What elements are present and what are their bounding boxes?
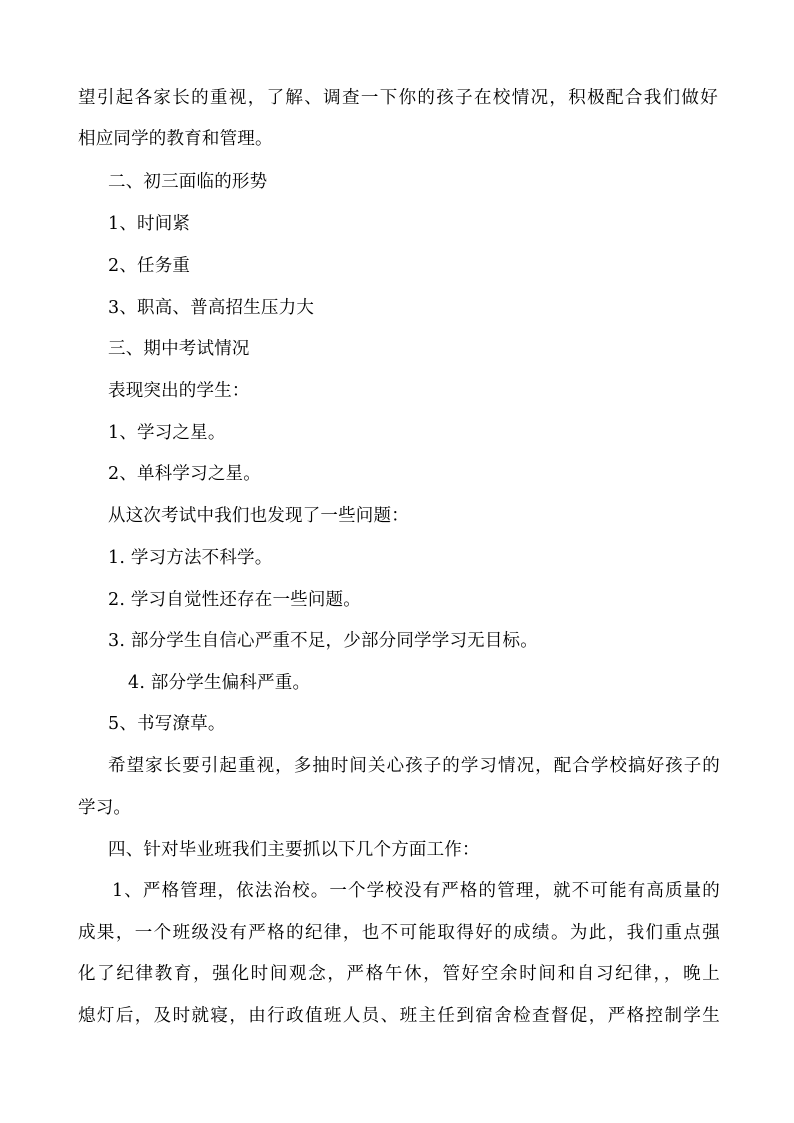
problems-label: 从这次考试中我们也发现了一些问题： — [108, 506, 409, 526]
problem-item-1: 1. 学习方法不科学。 — [108, 548, 273, 568]
section-2-item-1: 1、时间紧 — [108, 214, 191, 234]
section-4-line-2: 成果，一个班级没有严格的纪律，也不可能取得好的成绩。为此，我们重点强 — [78, 923, 720, 943]
outstanding-item-1: 1、学习之星。 — [108, 423, 226, 443]
section-3-heading: 三、期中考试情况 — [108, 339, 250, 359]
problem-item-2: 2. 学习自觉性还存在一些问题。 — [108, 590, 361, 610]
intro-line-2: 相应同学的教育和管理。 — [78, 129, 273, 149]
appeal-line-1: 希望家长要引起重视，多抽时间关心孩子的学习情况，配合学校搞好孩子的 — [108, 756, 720, 776]
outstanding-item-2: 2、单科学习之星。 — [108, 464, 261, 484]
section-2-item-2: 2、任务重 — [108, 256, 191, 276]
section-4-line-3: 化了纪律教育，强化时间观念，严格午休，管好空余时间和自习纪律，，晚上 — [78, 964, 720, 984]
outstanding-label: 表现突出的学生： — [108, 381, 250, 401]
section-4-heading: 四、针对毕业班我们主要抓以下几个方面工作： — [108, 840, 480, 860]
problem-item-5: 5、书写潦草。 — [108, 714, 226, 734]
section-2-heading: 二、初三面临的形势 — [108, 172, 268, 192]
section-4-line-1: 1、严格管理，依法治校。一个学校没有严格的管理，就不可能有高质量的 — [112, 881, 720, 901]
section-4-line-4: 熄灯后，及时就寝，由行政值班人员、班主任到宿舍检查督促，严格控制学生 — [78, 1006, 720, 1026]
intro-line-1: 望引起各家长的重视，了解、调查一下你的孩子在校情况，积极配合我们做好 — [78, 88, 718, 108]
section-2-item-3: 3、职高、普高招生压力大 — [108, 298, 315, 318]
problem-item-4: 4. 部分学生偏科严重。 — [128, 673, 311, 693]
appeal-line-2: 学习。 — [78, 798, 132, 818]
problem-item-3: 3. 部分学生自信心严重不足，少部分同学学习无目标。 — [108, 631, 538, 651]
